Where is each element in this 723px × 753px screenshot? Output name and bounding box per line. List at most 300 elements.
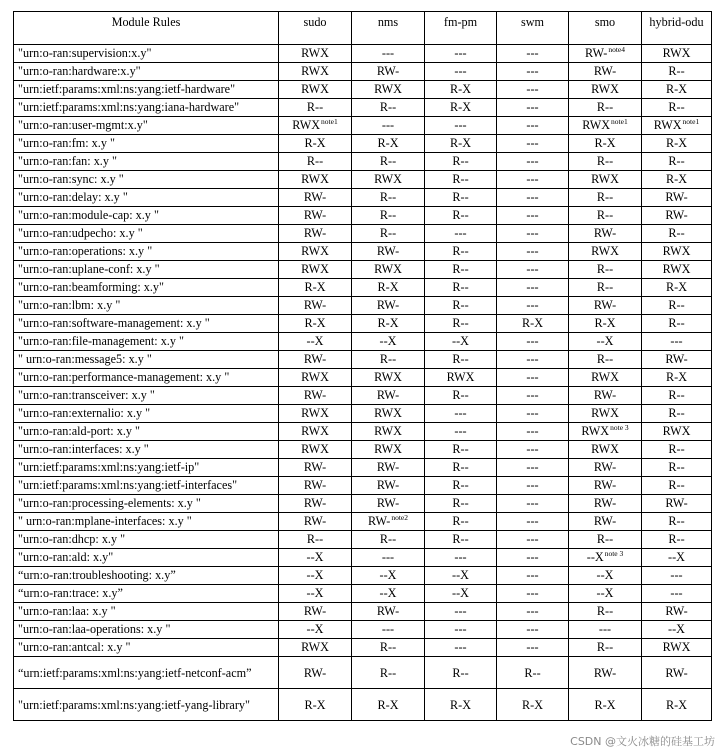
permission-cell (425, 369, 497, 387)
permission-value: R-X (450, 82, 471, 96)
permission-cell (569, 81, 642, 99)
permission-cell (352, 225, 425, 243)
permission-value: --- (526, 604, 539, 618)
permission-value: R-- (452, 172, 469, 186)
permission-value: --- (526, 64, 539, 78)
permission-value: R-- (379, 208, 397, 222)
permission-cell (425, 333, 497, 351)
permission-value: --X (596, 568, 614, 582)
permission-cell (352, 351, 425, 369)
permission-value: RW- (303, 460, 327, 474)
permission-value: RWX (581, 424, 610, 438)
permission-value: --- (454, 550, 467, 564)
permission-cell (352, 621, 425, 639)
permission-value: --- (526, 424, 539, 438)
permission-value: R-X (666, 280, 687, 294)
permission-cell (279, 243, 352, 261)
permission-value: --- (670, 586, 683, 600)
permission-cell (569, 153, 642, 171)
permission-cell (497, 189, 569, 207)
permission-value: R-X (666, 370, 687, 384)
permission-cell (279, 513, 352, 531)
permission-cell (425, 117, 497, 135)
permission-value: RWX (662, 262, 691, 276)
permission-cell (279, 387, 352, 405)
permission-cell (569, 423, 642, 441)
permission-cell (642, 405, 712, 423)
permission-value: --X (379, 586, 397, 600)
permission-value: RWX (301, 406, 329, 420)
header-sudo: sudo (279, 12, 352, 45)
permission-cell (352, 135, 425, 153)
permission-cell (352, 315, 425, 333)
permission-cell (497, 279, 569, 297)
permission-value: --X (452, 334, 469, 348)
table-row (14, 261, 712, 279)
permission-value: --- (598, 622, 612, 636)
permission-value: R-- (306, 100, 324, 114)
footnote-marker: note 3 (604, 549, 624, 558)
permission-cell (642, 639, 712, 657)
permission-value: RWX (374, 406, 402, 420)
header-smo: smo (569, 12, 642, 45)
permission-cell (569, 387, 642, 405)
module-name-cell: "urn:o-ran:interfaces: x.y " (14, 441, 279, 459)
permission-cell (279, 99, 352, 117)
permission-cell (497, 261, 569, 279)
module-name-cell: "urn:o-ran:fan: x.y " (14, 153, 279, 171)
permission-value: --- (454, 64, 467, 78)
table-row (14, 99, 712, 117)
permission-cell (642, 585, 712, 603)
permission-cell (352, 261, 425, 279)
footnote-marker: note1 (321, 117, 338, 126)
permission-value: RWX (301, 64, 329, 78)
permission-cell (279, 689, 352, 721)
permission-value: --- (526, 532, 539, 546)
permission-cell (425, 549, 497, 567)
permission-cell (352, 477, 425, 495)
permission-value: --- (526, 244, 539, 258)
permission-cell (569, 135, 642, 153)
permission-cell (425, 495, 497, 513)
permission-cell (425, 585, 497, 603)
permission-value: --- (454, 640, 467, 654)
permission-cell (425, 513, 497, 531)
permission-value: RW- (303, 226, 327, 240)
module-name-cell: " urn:o-ran:message5: x.y " (14, 351, 279, 369)
permission-cell (352, 405, 425, 423)
permission-cell (425, 441, 497, 459)
table-row (14, 441, 712, 459)
table-row (14, 45, 712, 63)
permission-cell (569, 117, 642, 135)
permission-value: RWX (301, 244, 329, 258)
permission-value: --- (526, 352, 539, 366)
permission-value: RW- (593, 478, 617, 492)
table-row (14, 279, 712, 297)
permission-value: R-- (379, 352, 397, 366)
permission-value: RWX (591, 370, 619, 384)
module-name-cell: "urn:o-ran:lbm: x.y " (14, 297, 279, 315)
table-row (14, 369, 712, 387)
permission-value: --X (379, 334, 397, 348)
permission-cell (425, 639, 497, 657)
permission-cell (352, 423, 425, 441)
permission-cell (569, 657, 642, 689)
permission-cell (425, 171, 497, 189)
permission-value: --- (526, 154, 539, 168)
permission-value: RWX (374, 424, 402, 438)
permission-cell (425, 477, 497, 495)
permission-value: R-- (379, 100, 397, 114)
module-name-cell: "urn:o-ran:transceiver: x.y " (14, 387, 279, 405)
permission-cell (497, 495, 569, 513)
permission-value: R-- (668, 226, 685, 240)
permission-cell (642, 423, 712, 441)
permission-cell (352, 441, 425, 459)
header-hybrid-odu: hybrid-odu (642, 12, 712, 45)
permission-value: R-- (668, 460, 685, 474)
permission-value: --- (526, 82, 539, 96)
permission-value: R-- (596, 154, 614, 168)
permission-value: --- (526, 550, 539, 564)
permission-value: R-- (596, 208, 614, 222)
permission-cell (425, 279, 497, 297)
table-row (14, 423, 712, 441)
permission-value: R-- (452, 532, 469, 546)
permission-value: --- (526, 100, 539, 114)
permission-cell (569, 621, 642, 639)
permission-value: --X (596, 334, 614, 348)
permission-value: RWX (662, 244, 691, 258)
permission-cell (642, 689, 712, 721)
permission-cell (569, 171, 642, 189)
permission-cell (569, 477, 642, 495)
permission-value: R-- (668, 514, 685, 528)
permission-value: R-- (452, 316, 469, 330)
permission-cell (569, 45, 642, 63)
table-row (14, 117, 712, 135)
permission-value: R-- (452, 190, 469, 204)
permission-value: R-X (377, 280, 399, 294)
permission-cell (642, 459, 712, 477)
permission-cell (425, 459, 497, 477)
permission-value: RW- (376, 298, 400, 312)
header-fm-pm: fm-pm (425, 12, 497, 45)
permission-cell (642, 621, 712, 639)
permission-cell (425, 207, 497, 225)
permission-cell (497, 135, 569, 153)
permission-value: RWX (301, 262, 329, 276)
permission-cell (425, 351, 497, 369)
permission-cell (279, 405, 352, 423)
table-row (14, 135, 712, 153)
table-row (14, 387, 712, 405)
footnote-marker: note1 (682, 117, 700, 126)
permission-value: R-X (450, 697, 471, 712)
module-rules-table (13, 11, 712, 721)
permission-cell (279, 189, 352, 207)
permission-value: --X (306, 622, 324, 636)
permission-cell (279, 495, 352, 513)
table-row (14, 567, 712, 585)
permission-cell (497, 387, 569, 405)
permission-value: RWX (653, 118, 682, 132)
permission-value: --- (381, 118, 395, 132)
module-name-cell: "urn:o-ran:delay: x.y " (14, 189, 279, 207)
permission-cell (352, 297, 425, 315)
permission-value: R-- (668, 406, 685, 420)
permission-value: --- (526, 586, 539, 600)
permission-value: R-- (668, 100, 685, 114)
permission-cell (425, 297, 497, 315)
permission-value: R-- (596, 280, 614, 294)
permission-value: R-X (304, 316, 326, 330)
permission-cell (425, 689, 497, 721)
permission-cell (642, 189, 712, 207)
permission-cell (425, 45, 497, 63)
permission-cell (497, 405, 569, 423)
permission-cell (352, 459, 425, 477)
permission-cell (425, 315, 497, 333)
permission-value: RW- (376, 496, 400, 510)
permission-cell (642, 63, 712, 81)
permission-value: RW- (665, 604, 688, 618)
permission-value: RW- (303, 665, 327, 680)
permission-value: RWX (301, 640, 329, 654)
footnote-marker: note4 (608, 45, 626, 54)
permission-value: --- (526, 460, 539, 474)
permission-value: RWX (374, 442, 402, 456)
permission-value: --X (668, 550, 685, 564)
permission-value: RW- (303, 604, 327, 618)
permission-cell (569, 513, 642, 531)
permission-cell (352, 495, 425, 513)
table-row (14, 585, 712, 603)
permission-value: R-- (668, 298, 685, 312)
permission-cell (497, 585, 569, 603)
table-row (14, 549, 712, 567)
table-row (14, 315, 712, 333)
permission-value: --- (454, 226, 467, 240)
permission-cell (352, 45, 425, 63)
permission-cell (279, 81, 352, 99)
permission-cell (642, 45, 712, 63)
permission-value: --X (379, 568, 397, 582)
permission-value: RW- (376, 478, 400, 492)
permission-value: R-- (524, 665, 541, 680)
table-row (14, 81, 712, 99)
permission-value: RWX (301, 370, 329, 384)
permission-value: R-X (666, 697, 687, 712)
permission-value: R-- (452, 496, 469, 510)
permission-value: R-X (377, 697, 399, 712)
permission-cell (569, 369, 642, 387)
permission-value: R-X (666, 136, 687, 150)
permission-value: R-- (452, 298, 469, 312)
permission-value: --- (526, 370, 539, 384)
permission-value: R-X (377, 316, 399, 330)
permission-cell (497, 689, 569, 721)
permission-cell (497, 441, 569, 459)
permission-value: RW- (376, 244, 400, 258)
permission-value: --- (526, 640, 539, 654)
permission-cell (279, 225, 352, 243)
permission-value: RWX (662, 46, 691, 60)
permission-cell (352, 585, 425, 603)
module-name-cell: "urn:o-ran:dhcp: x.y " (14, 531, 279, 549)
permission-cell (279, 117, 352, 135)
permission-value: R-- (379, 154, 397, 168)
permission-value: R-- (306, 154, 324, 168)
permission-value: --- (526, 496, 539, 510)
permission-value: RW- (593, 496, 617, 510)
permission-cell (569, 567, 642, 585)
permission-cell (642, 369, 712, 387)
module-name-cell: “urn:ietf:params:xml:ns:yang:ietf-netconf-acm” (14, 657, 279, 689)
permission-value: R-- (379, 532, 397, 546)
permission-cell (642, 279, 712, 297)
permission-cell (642, 261, 712, 279)
footnote-marker: note 3 (610, 423, 629, 432)
permission-value: R-X (594, 697, 616, 712)
permission-cell (279, 531, 352, 549)
permission-value: RWX (301, 442, 329, 456)
permission-value: --- (526, 622, 539, 636)
permission-value: R-- (668, 64, 685, 78)
permission-value: --X (306, 586, 324, 600)
permission-cell (497, 567, 569, 585)
permission-cell (569, 639, 642, 657)
permission-cell (425, 603, 497, 621)
permission-value: --X (306, 568, 324, 582)
permission-cell (279, 261, 352, 279)
permission-value: RWX (374, 262, 402, 276)
permission-value: RWX (446, 370, 475, 384)
permission-value: --- (670, 568, 683, 582)
permission-cell (352, 549, 425, 567)
permission-cell (279, 297, 352, 315)
permission-cell (279, 621, 352, 639)
permission-cell (425, 621, 497, 639)
permission-cell (642, 333, 712, 351)
permission-cell (642, 243, 712, 261)
permission-value: R-- (668, 316, 685, 330)
table-row (14, 477, 712, 495)
permission-cell (279, 315, 352, 333)
permission-value: R-- (379, 226, 397, 240)
permission-value: RWX (591, 172, 619, 186)
permission-cell (497, 99, 569, 117)
permission-cell (497, 531, 569, 549)
permission-cell (497, 657, 569, 689)
permission-cell (642, 315, 712, 333)
permission-cell (497, 477, 569, 495)
module-name-cell: "urn:o-ran:antcal: x.y " (14, 639, 279, 657)
permission-value: RW- (593, 64, 617, 78)
permission-value: R-X (666, 82, 687, 96)
header-row (14, 12, 712, 45)
module-name-cell: "urn:ietf:params:xml:ns:yang:ietf-interfaces" (14, 477, 279, 495)
permission-value: R-- (668, 442, 685, 456)
permission-cell (425, 99, 497, 117)
permission-value: R-- (452, 154, 469, 168)
permission-value: R-- (452, 665, 469, 680)
permission-value: RW- (584, 46, 608, 60)
table-row (14, 171, 712, 189)
permission-cell (279, 135, 352, 153)
permission-cell (569, 441, 642, 459)
permission-value: --- (454, 46, 467, 60)
permission-cell (642, 225, 712, 243)
permission-value: --- (526, 280, 539, 294)
permission-value: RW- (593, 388, 617, 402)
permission-cell (352, 603, 425, 621)
module-name-cell: "urn:o-ran:beamforming: x.y" (14, 279, 279, 297)
permission-value: --- (526, 190, 539, 204)
permission-value: R-- (668, 154, 685, 168)
permission-value: RW- (665, 190, 688, 204)
permission-value: R-- (379, 665, 397, 680)
permission-cell (569, 225, 642, 243)
table-body (14, 45, 712, 721)
module-name-cell: "urn:ietf:params:xml:ns:yang:ietf-ip" (14, 459, 279, 477)
permission-cell (497, 549, 569, 567)
permission-value: R-- (596, 262, 614, 276)
permission-cell (642, 387, 712, 405)
permission-cell (425, 531, 497, 549)
module-name-cell: "urn:o-ran:file-management: x.y " (14, 333, 279, 351)
permission-value: R-- (596, 532, 614, 546)
permission-cell (497, 369, 569, 387)
permission-value: --- (526, 568, 539, 582)
permission-value: R-- (596, 604, 614, 618)
permission-cell (642, 81, 712, 99)
permission-value: RWX (374, 82, 402, 96)
permission-value: R-- (452, 208, 469, 222)
permission-cell (352, 639, 425, 657)
permission-value: RWX (301, 172, 329, 186)
permission-value: R-- (379, 640, 397, 654)
table-row (14, 63, 712, 81)
permission-cell (569, 495, 642, 513)
permission-value: --- (381, 622, 395, 636)
permission-cell (425, 261, 497, 279)
permission-cell (497, 459, 569, 477)
permission-value: RWX (591, 244, 619, 258)
module-name-cell: "urn:o-ran:laa: x.y " (14, 603, 279, 621)
permission-value: R-- (452, 478, 469, 492)
permission-cell (642, 477, 712, 495)
permission-value: --- (526, 406, 539, 420)
permission-cell (425, 387, 497, 405)
module-name-cell: "urn:ietf:params:xml:ns:yang:iana-hardware" (14, 99, 279, 117)
permission-cell (497, 171, 569, 189)
permission-cell (352, 513, 425, 531)
permission-cell (352, 657, 425, 689)
permission-value: R-X (304, 136, 326, 150)
table-row (14, 621, 712, 639)
permission-value: R-- (452, 262, 469, 276)
permission-value: R-X (304, 697, 326, 712)
permission-value: RW- (376, 460, 400, 474)
permission-cell (642, 513, 712, 531)
permission-cell (642, 207, 712, 225)
permission-value: R-X (594, 136, 616, 150)
permission-value: --- (670, 334, 683, 348)
permission-cell (497, 639, 569, 657)
